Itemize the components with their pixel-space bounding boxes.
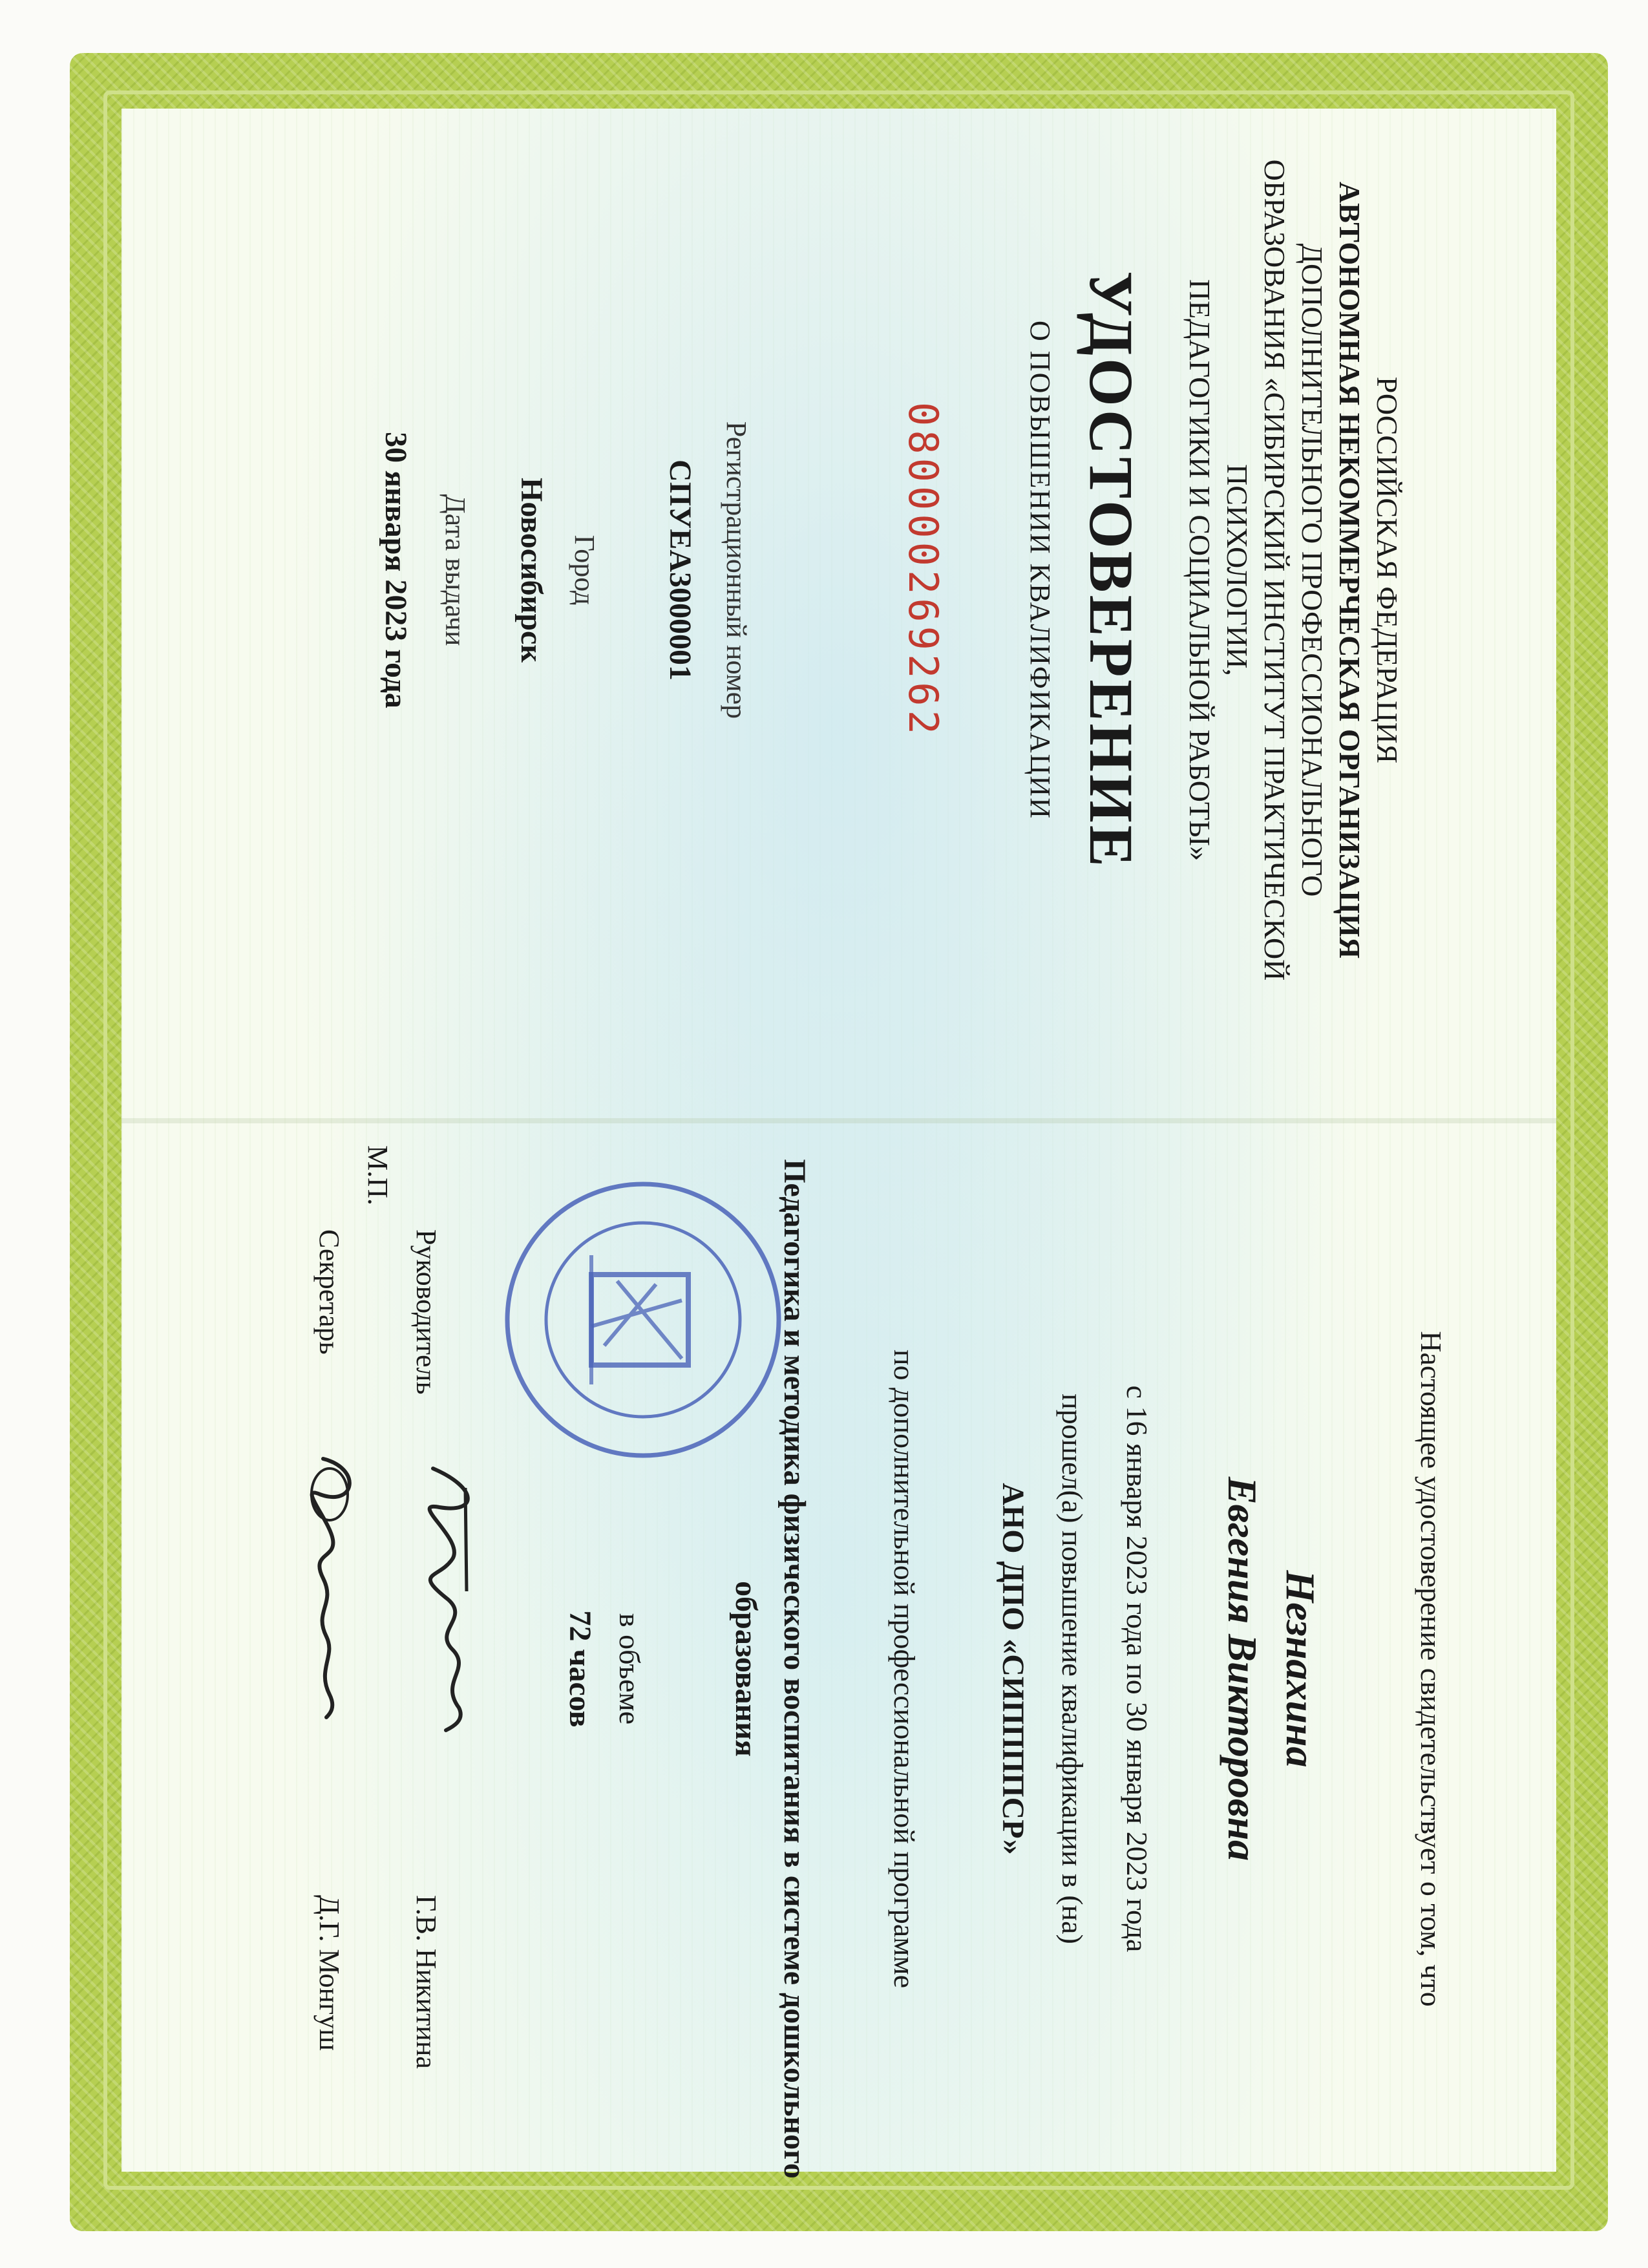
org-line-2: ДОПОЛНИТЕЛЬНОГО ПРОФЕССИОНАЛЬНОГО (1296, 243, 1329, 897)
official-seal-icon (501, 1178, 785, 1462)
secretary-label: Секретарь (313, 1229, 345, 1355)
right-page (113, 1145, 1600, 2186)
head-label: Руководитель (410, 1229, 442, 1395)
org-line-4: ПСИХОЛОГИИ, (1221, 464, 1254, 676)
org-line-3: ОБРАЗОВАНИЯ «СИБИРСКИЙ ИНСТИТУТ ПРАКТИЧЕСКОЙ (1258, 159, 1291, 981)
issue-date-value: 30 января 2023 года (379, 432, 413, 708)
issue-date-label: Дата выдачи (439, 494, 471, 646)
program-title-line-2: образования (729, 1581, 763, 1757)
reg-number-value: СПУЕА3000001 (663, 460, 697, 681)
recipient-given-names: Евгения Викторовна (1220, 1476, 1265, 1861)
volume-label: в объеме (613, 1613, 646, 1725)
secretary-name: Д.Г. Монгуш (313, 1895, 345, 2051)
head-name: Г.В. Никитина (410, 1895, 442, 2069)
organization-short: АНО ДПО «СИППППСР» (996, 1483, 1030, 1855)
passed-text: прошел(а) повышение квалификации в (на) (1056, 1394, 1089, 1944)
secretary-signature-icon (291, 1449, 375, 1721)
serial-number: 080000269262 (900, 402, 947, 738)
stamp-mark: М.П. (362, 1145, 394, 1205)
recipient-surname: Незнахина (1278, 1570, 1324, 1768)
training-period: с 16 января 2023 года по 30 января 2023 года (1121, 1385, 1154, 1953)
program-intro: по дополнительной профессиональной программе (888, 1350, 921, 1988)
left-page (113, 53, 1600, 1087)
reg-number-label: Регистрационный номер (721, 421, 752, 719)
volume-value: 72 часов (563, 1610, 597, 1728)
program-title-line-1: Педагогика и методика физического воспитания в системе дошкольного (777, 1159, 812, 2179)
city-value: Новосибирск (514, 477, 549, 662)
document-subtitle: О ПОВЫШЕНИИ КВАЛИФИКАЦИИ (1024, 321, 1056, 820)
certificate-content (113, 53, 1600, 2186)
document-title: УДОСТОВЕРЕНИЕ (1077, 271, 1146, 869)
country-line: РОССИЙСКАЯ ФЕДЕРАЦИЯ (1371, 376, 1404, 764)
city-label: Город (569, 535, 600, 606)
org-line-5: ПЕДАГОГИКИ И СОЦИАЛЬНОЙ РАБОТЫ» (1183, 279, 1216, 862)
org-line-1: АВТОНОМНАЯ НЕКОММЕРЧЕСКАЯ ОРГАНИЗАЦИЯ (1333, 181, 1366, 959)
intro-text: Настоящее удостоверение свидетельствует о том, что (1415, 1331, 1448, 2007)
head-signature-icon (394, 1462, 491, 1733)
